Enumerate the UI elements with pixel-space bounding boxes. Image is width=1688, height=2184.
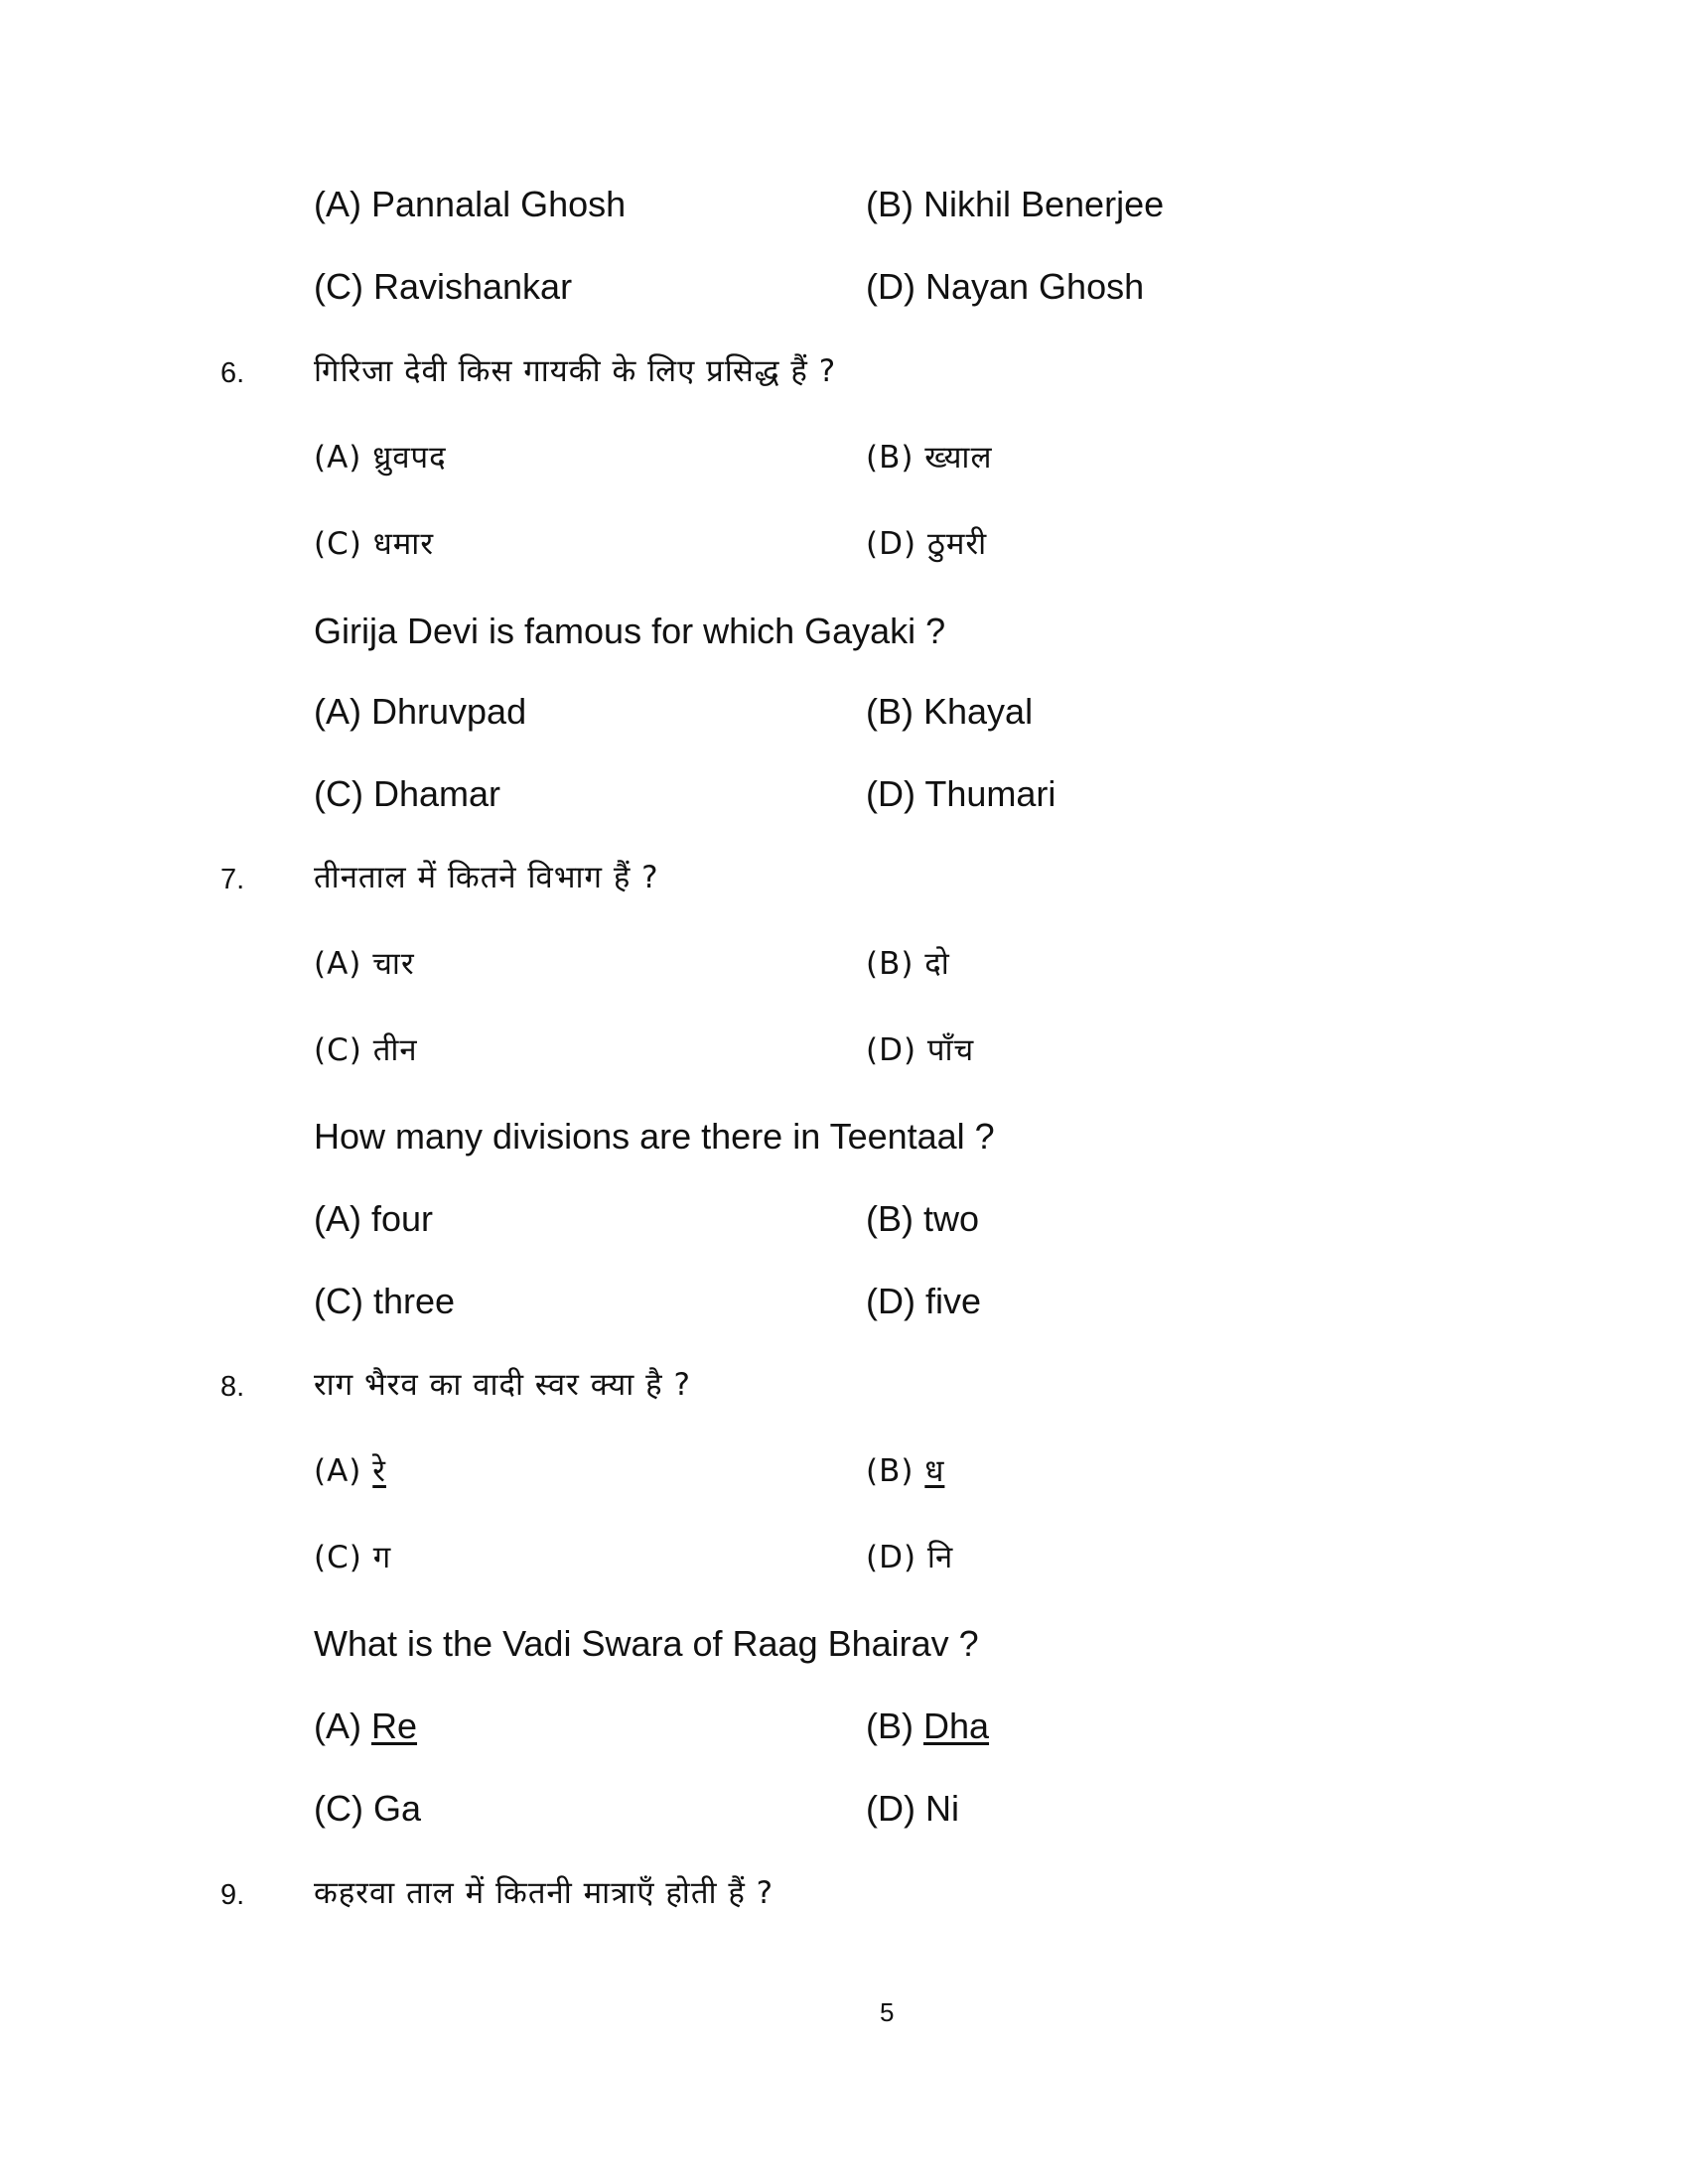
page-number: 5 [880, 1997, 895, 2027]
q6-number: 6. [220, 357, 245, 389]
q5-option-c: (C) Ravishankar [314, 266, 573, 307]
q5-option-d: (D) Nayan Ghosh [866, 266, 1145, 307]
q7-number: 7. [220, 864, 245, 895]
q8-english-option-d: (D) Ni [866, 1788, 959, 1829]
q8-hindi-option-c: (C) ग [314, 1540, 392, 1575]
q8-hindi-option-a [314, 1449, 386, 1493]
q8-hindi-question: राग भैरव का वादी स्वर क्या है ? [314, 1367, 691, 1403]
q8-hindi-option-d: (D) नि [866, 1540, 954, 1575]
q7-hindi-option-b: (B) दो [866, 946, 950, 982]
q6-hindi-option-d: (D) ठुमरी [866, 526, 988, 562]
q7-english-option-d: (D) five [866, 1281, 981, 1321]
option-prefix: (B) [866, 1453, 925, 1489]
q8-english-option-a [314, 1705, 417, 1748]
q8-hindi-option-b [866, 1449, 944, 1493]
komal-swar-dha: ध [924, 1453, 945, 1489]
q8-english-option-b [866, 1705, 989, 1748]
q6-english-option-c: (C) Dhamar [314, 773, 501, 814]
q5-option-a: (A) Pannalal Ghosh [314, 184, 627, 224]
option-prefix: (A) [314, 1453, 373, 1489]
option-prefix: (A) [314, 1706, 371, 1746]
option-prefix: (B) [866, 1706, 923, 1746]
q7-hindi-option-a: (A) चार [314, 946, 415, 982]
q8-english-option-c: (C) Ga [314, 1788, 421, 1829]
q7-english-option-c: (C) three [314, 1281, 456, 1321]
komal-swar-re: रे [372, 1453, 386, 1489]
q7-hindi-question: तीनताल में कितने विभाग हैं ? [314, 860, 659, 895]
q6-english-option-a: (A) Dhruvpad [314, 691, 527, 732]
q6-hindi-option-b: (B) ख्याल [866, 440, 993, 476]
q5-option-b: (B) Nikhil Benerjee [866, 184, 1165, 224]
q6-hindi-question: गिरिजा देवी किस गायकी के लिए प्रसिद्ध हैं ? [314, 353, 837, 389]
q8-english-question: What is the Vadi Swara of Raag Bhairav ? [314, 1623, 979, 1664]
q6-hindi-option-c: (C) धमार [314, 526, 434, 562]
q9-number: 9. [220, 1879, 245, 1911]
q7-hindi-option-c: (C) तीन [314, 1032, 418, 1068]
q6-english-option-d: (D) Thumari [866, 773, 1056, 814]
komal-swar-dha: Dha [923, 1706, 990, 1746]
q6-english-question: Girija Devi is famous for which Gayaki ? [314, 611, 946, 651]
q9-hindi-question: कहरवा ताल में कितनी मात्राएँ होती हैं ? [314, 1875, 774, 1911]
q6-hindi-option-a: (A) ध्रुवपद [314, 440, 447, 476]
q7-english-option-b: (B) two [866, 1198, 980, 1239]
q7-english-question: How many divisions are there in Teentaal ? [314, 1116, 995, 1157]
komal-swar-re: Re [371, 1706, 418, 1746]
q6-english-option-b: (B) Khayal [866, 691, 1034, 732]
q7-english-option-a: (A) four [314, 1198, 434, 1239]
q7-hindi-option-d: (D) पाँच [866, 1032, 975, 1068]
q8-number: 8. [220, 1371, 245, 1403]
